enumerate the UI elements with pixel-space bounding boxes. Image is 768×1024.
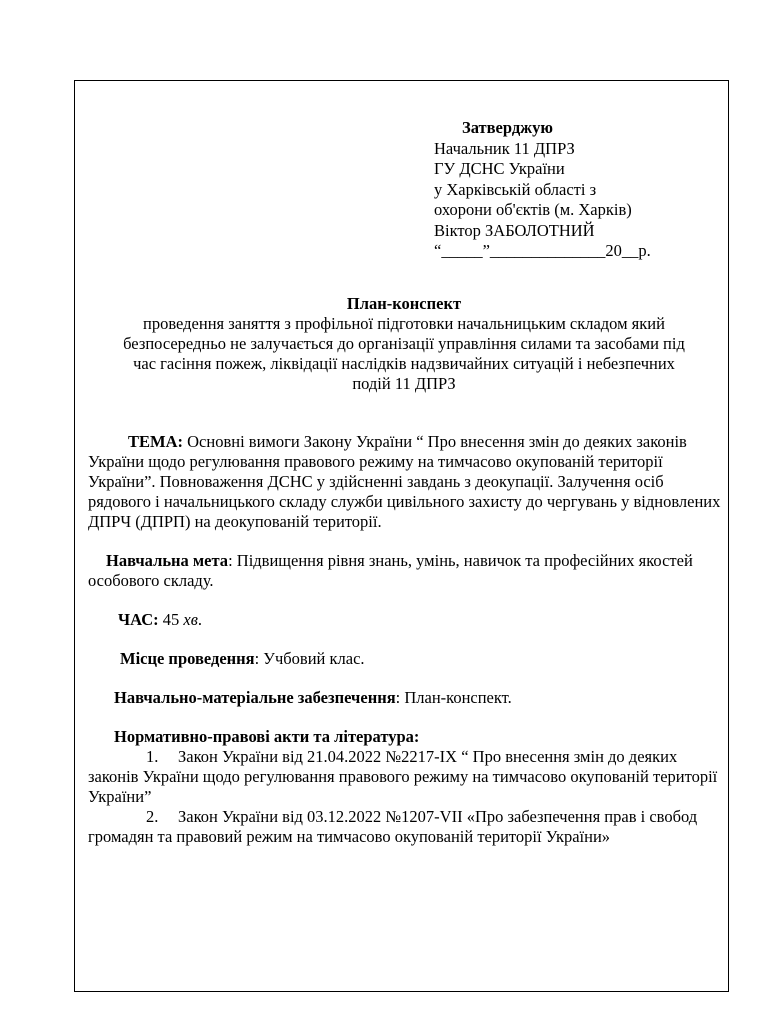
place-label: Місце проведення [120, 649, 255, 668]
literature-item-1-number: 1. [146, 747, 159, 766]
literature-item-1 [88, 747, 722, 807]
place-text: : Учбовий клас. [254, 649, 365, 668]
literature-item-2-number: 2. [146, 807, 159, 826]
plan-subtitle-line-3: час гасіння пожеж, ліквідації наслідків надзвичайних ситуацій і небезпечних [133, 354, 675, 373]
approval-position: Начальник 11 ДПРЗ [434, 138, 575, 158]
approval-organization: ГУ ДСНС України [434, 159, 565, 178]
approval-region: у Харківській області з [434, 179, 597, 199]
plan-title: План-конспект [346, 294, 462, 313]
goal-text: : Підвищення рівня знань, умінь, навичок та професійних якостей особового складу. [88, 551, 693, 590]
literature-heading: Нормативно-правові акти та література: [114, 727, 420, 746]
literature-item-2-text: Закон України від 03.12.2022 №1207-VII «Про забезпечення прав і свобод громадян та правовий режим на тимчасово окупованій території України» [88, 807, 698, 846]
plan-subtitle-line-1: проведення заняття з профільної підготовки начальницьким складом який [143, 314, 665, 333]
goal-paragraph [88, 551, 722, 591]
place-paragraph [88, 649, 722, 669]
supply-text: : План-конспект. [395, 688, 512, 707]
time-paragraph [88, 610, 722, 630]
literature-item-2 [88, 807, 722, 847]
topic-text: Основні вимоги Закону України “ Про внесення змін до деяких законів України щодо регулювання правового режиму на тимчасово окупованій території України”. Повноваження ДСНС у здійсненні завдань з деокупації. Залучення осіб рядового і начальницького складу служби цивільного захисту до чергувань у відновлених ДПРЧ (ДПРП) на деокупованій території. [88, 432, 721, 531]
document-body [88, 432, 722, 847]
approval-unit: охорони об'єктів (м. Харків) [434, 200, 632, 219]
approval-name: Віктор ЗАБОЛОТНИЙ [434, 220, 595, 240]
topic-paragraph [88, 432, 722, 532]
time-value: 45 [158, 610, 184, 629]
supply-paragraph [88, 688, 722, 708]
literature-item-1-text: Закон України від 21.04.2022 №2217-IX “ Про внесення змін до деяких законів України щодо регулювання правового режиму на тимчасово окупованій території України” [88, 747, 718, 806]
time-unit: хв [183, 610, 198, 629]
approval-title: Затверджую [462, 118, 553, 137]
approval-date: “_____”______________20__р. [434, 241, 651, 260]
time-end: . [197, 610, 202, 629]
plan-header [88, 294, 720, 394]
plan-subtitle-line-2: безпосередньо не залучається до організації управління силами та засобами під [123, 334, 685, 353]
goal-label: Навчальна мета [106, 551, 229, 570]
time-label: ЧАС: [118, 610, 159, 629]
approval-block [434, 118, 724, 262]
topic-label: ТЕМА: [128, 432, 183, 451]
plan-subtitle-line-4: подій 11 ДПРЗ [352, 374, 456, 393]
supply-label: Навчально-матеріальне забезпечення [114, 688, 396, 707]
